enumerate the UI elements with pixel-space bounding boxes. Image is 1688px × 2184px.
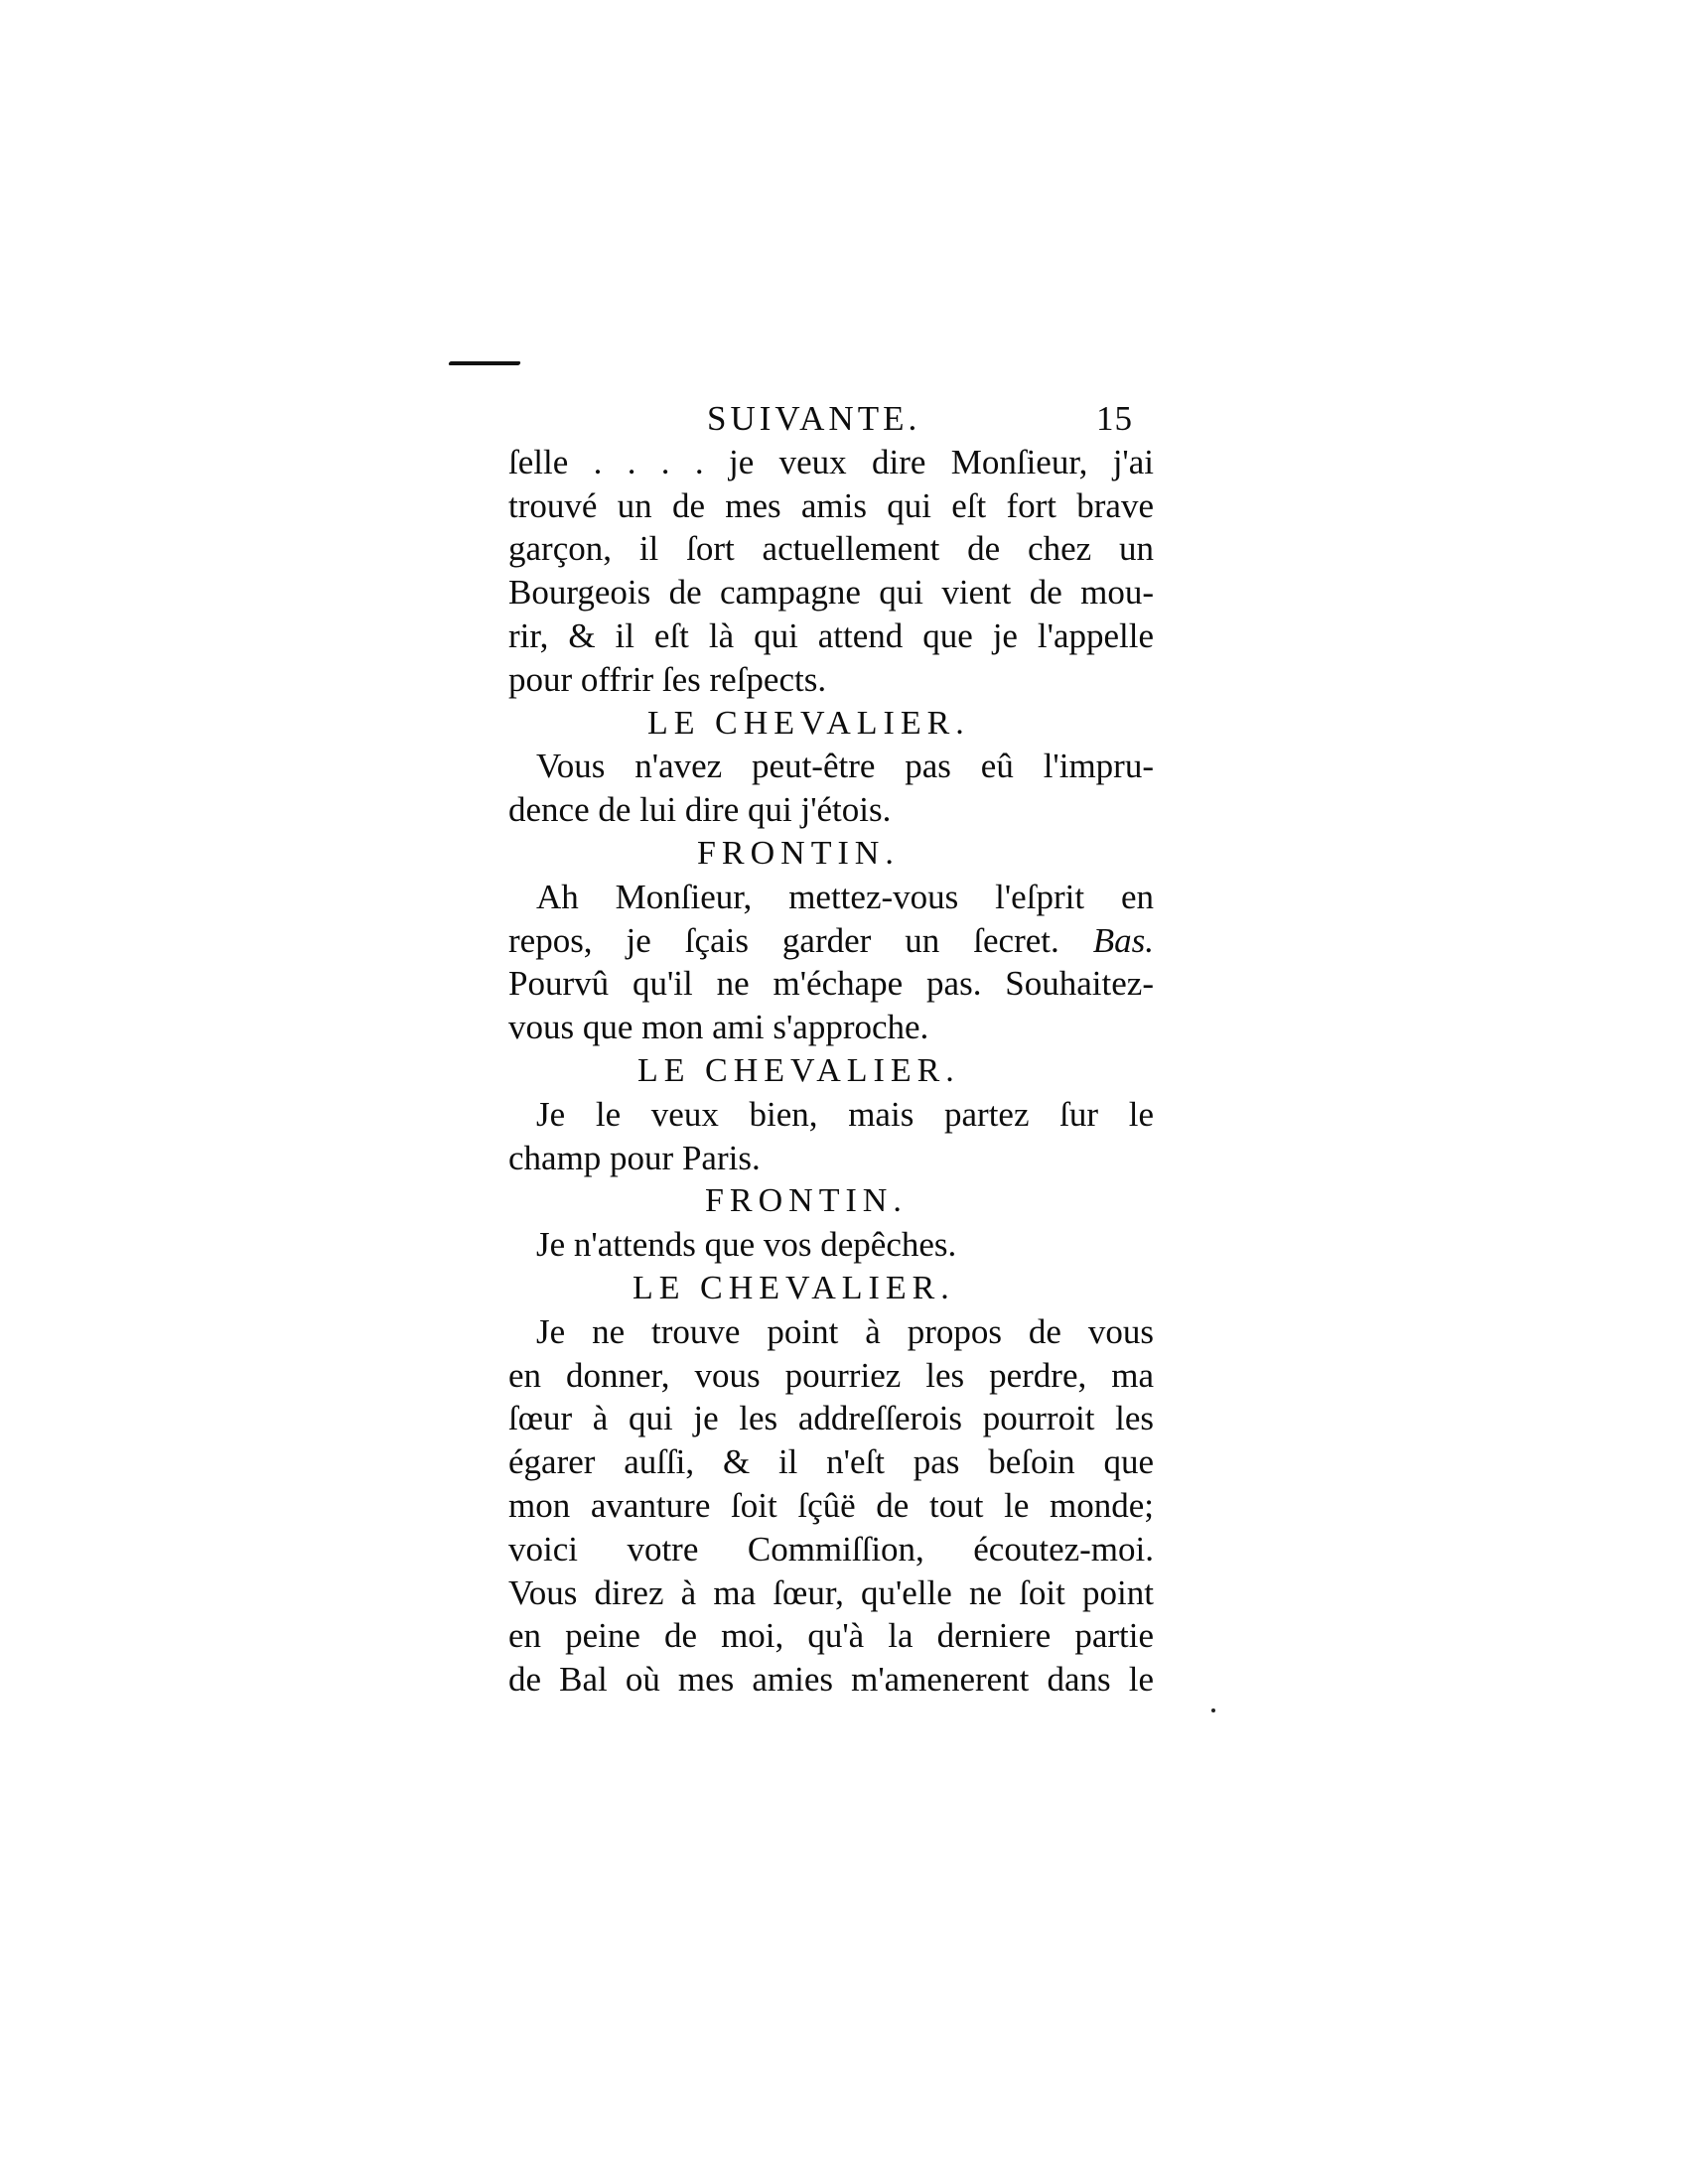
text-line: ſœur à qui je les addreſſerois pourroit les — [508, 1399, 1154, 1438]
text-line: en peine de moi, qu'à la derniere partie — [508, 1616, 1154, 1656]
text-line: trouvé un de mes amis qui eſt fort brave — [508, 485, 1154, 525]
text-line: rir, & il eſt là qui attend que je l'appelle — [508, 615, 1154, 655]
page-number: 15 — [1096, 399, 1133, 438]
ink-mark — [448, 361, 520, 365]
text-line: Je ne trouve point à propos de vous — [536, 1311, 1154, 1351]
text-line: égarer auſſi, & il n'eſt pas beſoin que — [508, 1442, 1154, 1482]
text-line: voici votre Commiſſion, écoutez-moi. — [508, 1529, 1154, 1569]
speaker-name: LE CHEVALIER. — [633, 1269, 955, 1306]
speaker-name: FRONTIN. — [705, 1182, 908, 1220]
text-line: Je n'attends que vos depêches. — [536, 1225, 957, 1265]
text-line: Ah Monſieur, mettez-vous l'eſprit en — [536, 877, 1154, 916]
text-line: mon avanture ſoit ſçûë de tout le monde; — [508, 1485, 1154, 1525]
text-line: en donner, vous pourriez les perdre, ma — [508, 1355, 1154, 1395]
text-line: Bourgeois de campagne qui vient de mou- — [508, 573, 1154, 613]
speaker-name: LE CHEVALIER. — [647, 704, 970, 742]
text-line: dence de lui dire qui j'étois. — [508, 790, 892, 830]
text-line: ſelle . . . . je veux dire Monſieur, j'ai — [508, 442, 1154, 481]
stage-direction: Bas. — [1092, 920, 1155, 960]
text-line: Vous direz à ma ſœur, qu'elle ne ſoit point — [508, 1572, 1154, 1612]
text-line: Pourvû qu'il ne m'échape pas. Souhaitez- — [508, 964, 1154, 1004]
page-text-block — [508, 397, 1154, 1702]
speaker-name: FRONTIN. — [697, 834, 900, 872]
text-segment: repos, je ſçais garder un ſecret. — [508, 920, 1059, 960]
text-line: pour offrir ſes reſpects. — [508, 659, 827, 699]
ink-speck — [1211, 1708, 1215, 1712]
text-line: Vous n'avez peut-être pas eû l'impru- — [536, 747, 1154, 786]
running-head: SUIVANTE. — [707, 399, 921, 438]
text-line: champ pour Paris. — [508, 1138, 761, 1177]
text-line: vous que mon ami s'approche. — [508, 1008, 929, 1047]
page-header — [508, 397, 1154, 441]
text-line: garçon, il ſort actuellement de chez un — [508, 529, 1154, 569]
text-line — [508, 919, 1154, 963]
text-line: de Bal où mes amies m'amenerent dans le — [508, 1660, 1154, 1700]
text-line: Je le veux bien, mais partez ſur le — [536, 1094, 1154, 1134]
speaker-name: LE CHEVALIER. — [637, 1051, 960, 1089]
